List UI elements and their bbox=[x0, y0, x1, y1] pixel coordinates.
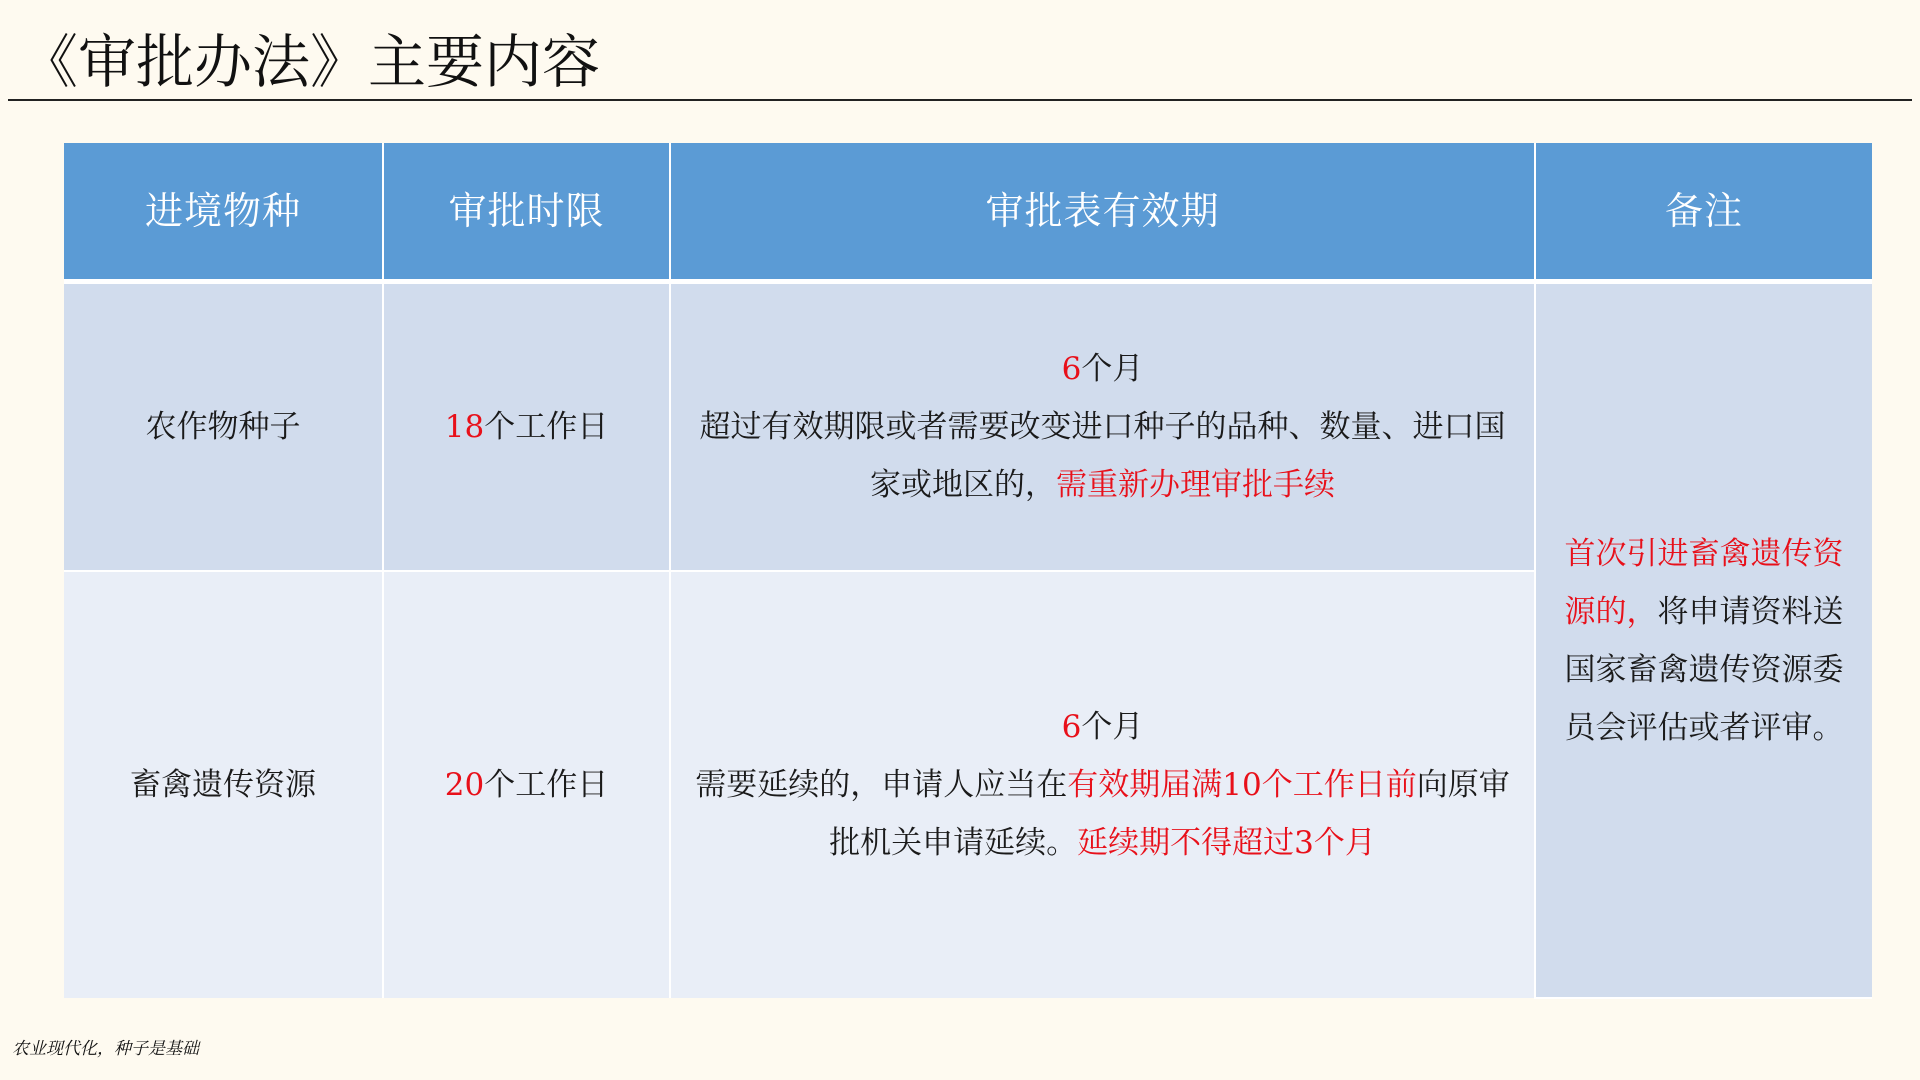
validity-unit: 个月 bbox=[1081, 351, 1144, 387]
cell-validity bbox=[670, 282, 1535, 572]
note-text: 将申请资料送国家畜禽遗传资源委员会评估或者评审。 bbox=[1564, 593, 1844, 746]
cell-species bbox=[64, 282, 383, 572]
footer-caption: 农业现代化，种子是基础 bbox=[12, 1039, 199, 1059]
time-number: 18 bbox=[444, 409, 485, 445]
cell-species bbox=[64, 571, 383, 998]
cell-note bbox=[1535, 282, 1872, 999]
title-divider bbox=[8, 99, 1912, 101]
time-number: 20 bbox=[444, 767, 485, 803]
validity-number: 6 bbox=[1061, 709, 1082, 745]
header-species: 进境物种 bbox=[64, 143, 383, 282]
species-label: 农作物种子 bbox=[145, 409, 301, 445]
page-title: 《审批办法》主要内容 bbox=[20, 28, 601, 96]
header-note: 备注 bbox=[1535, 143, 1872, 282]
validity-description bbox=[685, 398, 1520, 514]
table-header-row bbox=[64, 143, 1872, 282]
validity-period bbox=[685, 340, 1520, 398]
validity-description bbox=[685, 756, 1520, 872]
cell-approval-time bbox=[383, 571, 670, 998]
header-validity: 审批表有效期 bbox=[670, 143, 1535, 282]
cell-approval-time bbox=[383, 282, 670, 572]
validity-highlight: 延续期不得超过3个月 bbox=[1077, 825, 1376, 861]
validity-unit: 个月 bbox=[1081, 709, 1144, 745]
approval-table bbox=[64, 143, 1872, 999]
table-row bbox=[64, 282, 1872, 572]
validity-period bbox=[685, 698, 1520, 756]
validity-highlight: 有效期届满10个工作日前 bbox=[1067, 767, 1417, 803]
validity-number: 6 bbox=[1061, 351, 1082, 387]
cell-validity bbox=[670, 571, 1535, 998]
note-highlight: 首次引进畜禽遗传资源的， bbox=[1564, 535, 1844, 630]
validity-text: 超过有效期限或者需要改变进口种子的品种、数量、进口国家或地区的， bbox=[699, 409, 1506, 503]
header-approval-time: 审批时限 bbox=[383, 143, 670, 282]
validity-text: 向原审批机关申请延续。 bbox=[829, 767, 1510, 861]
validity-text: 需要延续的，申请人应当在 bbox=[695, 767, 1068, 803]
time-unit: 个工作日 bbox=[484, 767, 609, 803]
species-label: 畜禽遗传资源 bbox=[130, 767, 316, 803]
time-unit: 个工作日 bbox=[484, 409, 609, 445]
validity-highlight: 需重新办理审批手续 bbox=[1056, 467, 1335, 503]
